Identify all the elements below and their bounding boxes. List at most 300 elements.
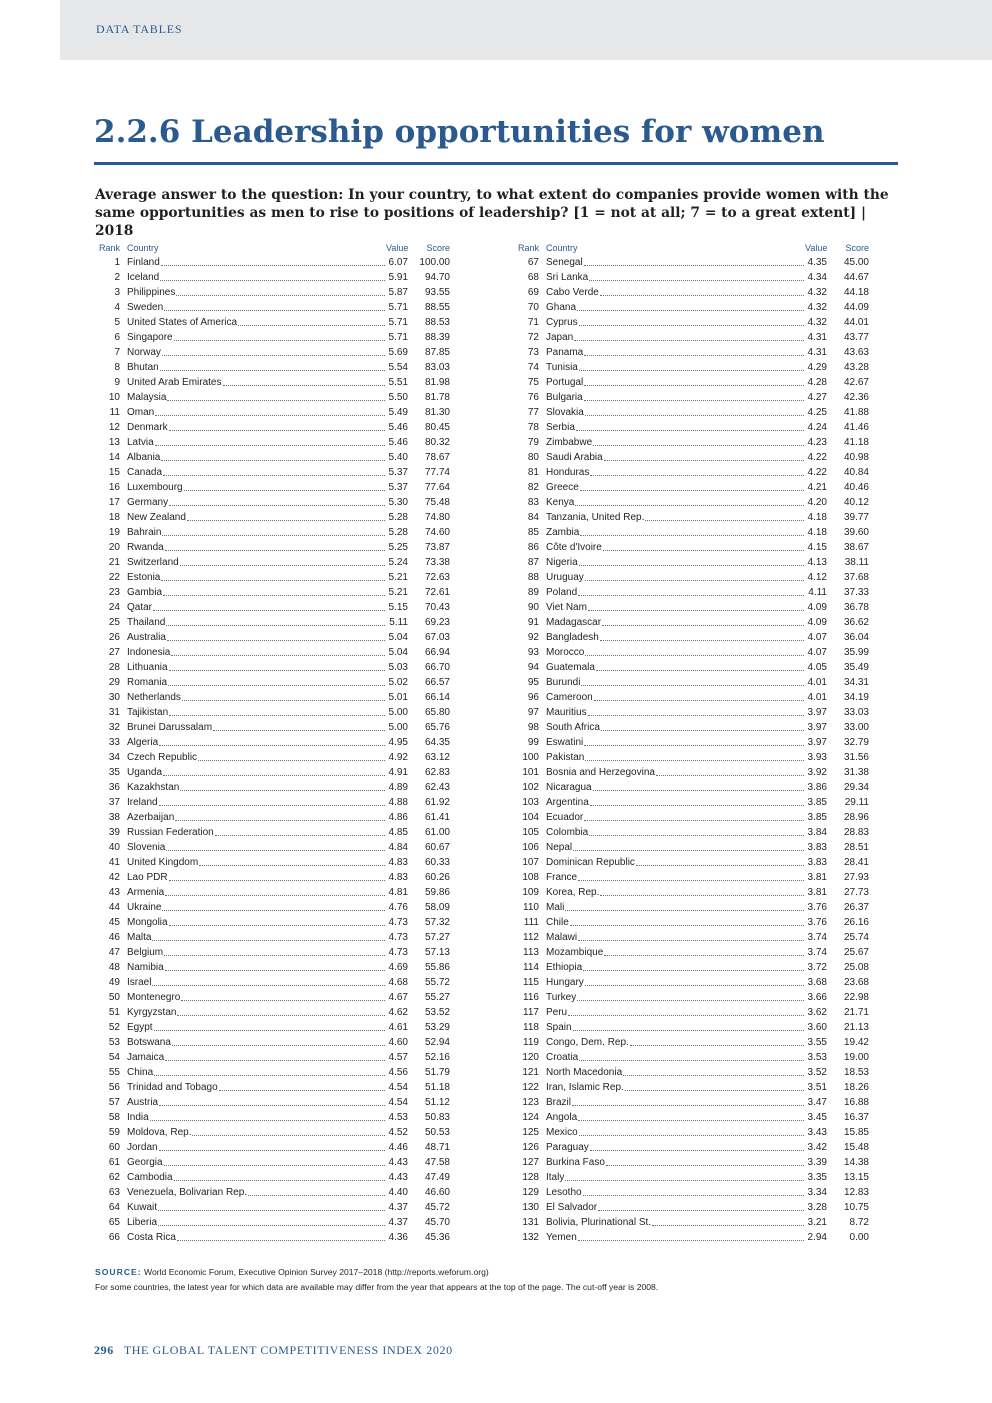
rank-cell: 64 — [108, 1202, 120, 1213]
table-row — [513, 1215, 873, 1230]
dot-leader — [600, 640, 804, 641]
table-row — [513, 1005, 873, 1020]
table-row — [94, 1230, 454, 1245]
score-cell: 29.11 — [844, 797, 869, 808]
score-cell: 77.74 — [424, 467, 450, 478]
table-row — [513, 990, 873, 1005]
section-label: DATA TABLES — [96, 22, 183, 36]
dot-leader — [645, 520, 804, 521]
country-cell: Congo, Dem. Rep. — [546, 1037, 629, 1048]
country-cell: Colombia — [546, 827, 589, 838]
dot-leader — [588, 715, 804, 716]
score-cell: 43.77 — [843, 332, 869, 343]
score-cell: 50.53 — [424, 1127, 450, 1138]
dot-leader — [573, 1030, 804, 1031]
country-cell: Netherlands — [127, 692, 181, 703]
rank-cell: 127 — [522, 1157, 539, 1168]
value-cell: 4.29 — [807, 362, 827, 373]
country-cell: Pakistan — [546, 752, 585, 763]
score-cell: 60.26 — [424, 872, 450, 883]
dot-leader — [578, 880, 804, 881]
dot-leader — [589, 835, 804, 836]
table-row — [513, 1035, 873, 1050]
dot-leader — [581, 685, 804, 686]
dot-leader — [636, 865, 804, 866]
table-row — [94, 735, 454, 750]
value-cell: 5.11 — [389, 617, 408, 628]
table-row — [94, 1140, 454, 1155]
country-cell: Algeria — [127, 737, 159, 748]
score-cell: 47.49 — [424, 1172, 450, 1183]
value-cell: 3.42 — [807, 1142, 827, 1153]
value-cell: 3.76 — [807, 902, 827, 913]
rank-cell: 103 — [522, 797, 539, 808]
dot-leader — [248, 1195, 385, 1196]
value-cell: 5.21 — [388, 587, 408, 598]
dot-leader — [580, 490, 804, 491]
table-row — [513, 645, 873, 660]
country-cell: Croatia — [546, 1052, 579, 1063]
table-row — [94, 465, 454, 480]
country-cell: Morocco — [546, 647, 585, 658]
rank-cell: 86 — [527, 542, 539, 553]
dot-leader — [600, 295, 804, 296]
value-cell: 3.68 — [807, 977, 827, 988]
value-cell: 3.62 — [807, 1007, 827, 1018]
rank-cell: 63 — [108, 1187, 120, 1198]
value-cell: 5.40 — [388, 452, 408, 463]
score-cell: 65.76 — [424, 722, 450, 733]
rank-cell: 30 — [108, 692, 120, 703]
country-cell: Costa Rica — [127, 1232, 176, 1243]
score-cell: 100.00 — [419, 257, 450, 268]
table-row — [94, 540, 454, 555]
table-row — [94, 570, 454, 585]
dot-leader — [215, 835, 385, 836]
table-row — [94, 780, 454, 795]
score-cell: 62.83 — [424, 767, 450, 778]
score-cell: 73.87 — [424, 542, 450, 553]
score-cell: 52.16 — [424, 1052, 450, 1063]
value-cell: 4.01 — [807, 677, 827, 688]
dot-leader — [177, 1240, 385, 1241]
dot-leader — [583, 1195, 804, 1196]
dot-leader — [159, 805, 385, 806]
score-cell: 31.56 — [843, 752, 869, 763]
score-cell: 39.77 — [843, 512, 869, 523]
country-cell: Kenya — [546, 497, 575, 508]
table-row — [94, 495, 454, 510]
score-cell: 10.75 — [843, 1202, 869, 1213]
rank-cell: 69 — [527, 287, 539, 298]
dot-leader — [159, 745, 385, 746]
dot-leader — [169, 925, 385, 926]
score-cell: 70.43 — [424, 602, 450, 613]
country-cell: Nicaragua — [546, 782, 592, 793]
rank-cell: 40 — [108, 842, 120, 853]
country-cell: Botswana — [127, 1037, 171, 1048]
country-cell: Jamaica — [127, 1052, 165, 1063]
country-cell: Peru — [546, 1007, 568, 1018]
dot-leader — [169, 670, 385, 671]
table-row — [94, 1065, 454, 1080]
score-cell: 29.34 — [843, 782, 869, 793]
score-cell: 93.55 — [424, 287, 450, 298]
score-cell: 45.36 — [424, 1232, 450, 1243]
value-cell: 4.21 — [807, 482, 827, 493]
table-row — [94, 255, 454, 270]
dot-leader — [584, 400, 804, 401]
country-cell: Saudi Arabia — [546, 452, 603, 463]
rank-header: Rank — [98, 243, 120, 253]
dot-leader — [165, 1060, 385, 1061]
country-cell: Madagascar — [546, 617, 602, 628]
score-cell: 44.18 — [843, 287, 869, 298]
value-cell: 5.37 — [388, 467, 408, 478]
dot-leader — [161, 460, 385, 461]
score-cell: 47.58 — [424, 1157, 450, 1168]
table-row — [94, 750, 454, 765]
score-cell: 40.84 — [843, 467, 869, 478]
country-cell: North Macedonia — [546, 1067, 623, 1078]
table-row — [513, 825, 873, 840]
rank-cell: 54 — [108, 1052, 120, 1063]
dot-leader — [585, 985, 804, 986]
value-cell: 3.35 — [807, 1172, 827, 1183]
dot-leader — [583, 970, 804, 971]
rank-cell: 91 — [527, 617, 539, 628]
value-cell: 4.86 — [388, 812, 408, 823]
table-row — [513, 660, 873, 675]
score-cell: 81.30 — [424, 407, 450, 418]
rank-cell: 82 — [527, 482, 539, 493]
country-cell: Kyrgyzstan — [127, 1007, 177, 1018]
rank-header: Rank — [517, 243, 539, 253]
country-cell: Ireland — [127, 797, 158, 808]
rank-cell: 4 — [114, 302, 120, 313]
score-cell: 34.31 — [843, 677, 869, 688]
rank-cell: 75 — [527, 377, 539, 388]
score-cell: 65.80 — [424, 707, 450, 718]
rank-cell: 70 — [527, 302, 539, 313]
score-cell: 78.67 — [424, 452, 450, 463]
country-cell: New Zealand — [127, 512, 186, 523]
rank-cell: 132 — [522, 1232, 539, 1243]
value-cell: 3.60 — [807, 1022, 827, 1033]
rank-cell: 90 — [527, 602, 539, 613]
country-cell: Trinidad and Tobago — [127, 1082, 218, 1093]
rank-cell: 2 — [114, 272, 120, 283]
rank-cell: 25 — [108, 617, 120, 628]
value-cell: 3.83 — [807, 857, 827, 868]
dot-leader — [152, 940, 385, 941]
value-cell: 4.09 — [807, 602, 827, 613]
rank-cell: 49 — [108, 977, 120, 988]
value-cell: 4.32 — [807, 317, 827, 328]
dot-leader — [590, 1150, 804, 1151]
table-row — [513, 855, 873, 870]
table-row — [513, 315, 873, 330]
table-row — [513, 495, 873, 510]
country-header: Country — [546, 243, 578, 253]
score-cell: 44.67 — [843, 272, 869, 283]
value-header: Value — [805, 243, 828, 253]
rank-cell: 62 — [108, 1172, 120, 1183]
value-cell: 4.43 — [388, 1157, 408, 1168]
country-cell: Cambodia — [127, 1172, 173, 1183]
value-cell: 4.11 — [808, 587, 827, 598]
rank-cell: 77 — [527, 407, 539, 418]
rank-cell: 17 — [108, 497, 120, 508]
rank-cell: 52 — [108, 1022, 120, 1033]
dot-leader — [606, 1165, 804, 1166]
table-row — [513, 870, 873, 885]
value-cell: 4.61 — [388, 1022, 408, 1033]
score-cell: 16.88 — [843, 1097, 869, 1108]
table-row — [513, 930, 873, 945]
country-cell: Iceland — [127, 272, 160, 283]
score-cell: 36.04 — [843, 632, 869, 643]
rank-cell: 121 — [522, 1067, 539, 1078]
score-cell: 25.08 — [843, 962, 869, 973]
score-cell: 35.49 — [843, 662, 869, 673]
score-cell: 60.33 — [424, 857, 450, 868]
table-row — [513, 345, 873, 360]
table-row — [513, 420, 873, 435]
dot-leader — [175, 820, 385, 821]
table-row — [94, 870, 454, 885]
value-cell: 5.28 — [388, 512, 408, 523]
country-cell: Malawi — [546, 932, 578, 943]
dot-leader — [579, 1060, 804, 1061]
rank-cell: 97 — [527, 707, 539, 718]
value-cell: 4.31 — [807, 347, 827, 358]
value-cell: 4.62 — [388, 1007, 408, 1018]
rank-cell: 66 — [108, 1232, 120, 1243]
dot-leader — [598, 1210, 804, 1211]
country-cell: Italy — [546, 1172, 565, 1183]
table-row — [513, 450, 873, 465]
table-row — [513, 720, 873, 735]
score-cell: 40.12 — [843, 497, 869, 508]
country-cell: Portugal — [546, 377, 584, 388]
score-cell: 88.55 — [424, 302, 450, 313]
country-cell: Spain — [546, 1022, 572, 1033]
rank-cell: 27 — [108, 647, 120, 658]
rank-cell: 60 — [108, 1142, 120, 1153]
table-row — [513, 510, 873, 525]
dot-leader — [164, 1165, 385, 1166]
country-cell: United Arab Emirates — [127, 377, 222, 388]
dot-leader — [584, 745, 804, 746]
dot-leader — [167, 640, 385, 641]
dot-leader — [585, 760, 804, 761]
value-cell: 3.84 — [807, 827, 827, 838]
rank-cell: 29 — [108, 677, 120, 688]
table-row — [94, 315, 454, 330]
rank-cell: 109 — [522, 887, 539, 898]
country-cell: Venezuela, Bolivarian Rep. — [127, 1187, 248, 1198]
rank-cell: 50 — [108, 992, 120, 1003]
rank-cell: 126 — [522, 1142, 539, 1153]
country-cell: Norway — [127, 347, 161, 358]
rank-cell: 111 — [523, 917, 539, 928]
country-cell: Nigeria — [546, 557, 578, 568]
rank-cell: 125 — [522, 1127, 539, 1138]
dot-leader — [177, 1015, 385, 1016]
table-row — [513, 1185, 873, 1200]
table-row — [513, 375, 873, 390]
score-cell: 31.38 — [843, 767, 869, 778]
rank-cell: 95 — [527, 677, 539, 688]
table-row — [94, 1110, 454, 1125]
value-cell: 3.76 — [807, 917, 827, 928]
table-row — [94, 720, 454, 735]
rank-cell: 118 — [523, 1022, 539, 1033]
dot-leader — [169, 505, 385, 506]
score-header: Score — [426, 243, 450, 253]
country-cell: Albania — [127, 452, 161, 463]
table-row — [513, 975, 873, 990]
value-cell: 4.12 — [807, 572, 827, 583]
value-cell: 5.46 — [388, 437, 408, 448]
rank-cell: 79 — [527, 437, 539, 448]
table-row — [94, 1155, 454, 1170]
rank-cell: 22 — [108, 572, 120, 583]
rank-cell: 98 — [527, 722, 539, 733]
value-cell: 4.37 — [388, 1202, 408, 1213]
value-cell: 4.18 — [807, 512, 827, 523]
rank-cell: 10 — [108, 392, 120, 403]
score-cell: 45.00 — [843, 257, 869, 268]
dot-leader — [585, 415, 804, 416]
table-row — [94, 855, 454, 870]
rank-cell: 32 — [108, 722, 120, 733]
rank-cell: 72 — [527, 332, 539, 343]
value-cell: 3.97 — [807, 722, 827, 733]
table-row — [513, 1170, 873, 1185]
score-cell: 40.98 — [843, 452, 869, 463]
country-cell: Lesotho — [546, 1187, 582, 1198]
score-cell: 19.00 — [843, 1052, 869, 1063]
value-cell: 4.81 — [388, 887, 408, 898]
country-cell: Uganda — [127, 767, 163, 778]
rank-cell: 92 — [527, 632, 539, 643]
rank-cell: 58 — [108, 1112, 120, 1123]
source-line — [95, 1265, 955, 1280]
value-cell: 5.49 — [388, 407, 408, 418]
rank-cell: 38 — [108, 812, 120, 823]
rank-cell: 68 — [527, 272, 539, 283]
table-row — [94, 435, 454, 450]
country-cell: Ethiopia — [546, 962, 583, 973]
country-cell: Viet Nam — [546, 602, 587, 613]
rank-cell: 115 — [523, 977, 539, 988]
rank-cell: 20 — [108, 542, 120, 553]
dot-leader — [174, 340, 385, 341]
value-cell: 2.94 — [807, 1232, 827, 1243]
table-row — [513, 1065, 873, 1080]
country-cell: Bangladesh — [546, 632, 599, 643]
value-header: Value — [386, 243, 409, 253]
rank-cell: 43 — [108, 887, 120, 898]
score-cell: 38.67 — [843, 542, 869, 553]
table-row — [513, 900, 873, 915]
footnote: For some countries, the latest year for which data are available may differ from the year that appears at the top of the page. The cut-off year is 2008. — [95, 1282, 659, 1292]
table-row — [513, 885, 873, 900]
value-cell: 3.85 — [807, 797, 827, 808]
table-row — [94, 285, 454, 300]
value-cell: 3.92 — [807, 767, 827, 778]
value-cell: 4.23 — [807, 437, 827, 448]
dot-leader — [590, 805, 804, 806]
dot-leader — [585, 655, 804, 656]
rank-cell: 65 — [108, 1217, 120, 1228]
rank-cell: 23 — [108, 587, 120, 598]
country-cell: Armenia — [127, 887, 165, 898]
country-cell: Zimbabwe — [546, 437, 593, 448]
rank-cell: 57 — [108, 1097, 120, 1108]
rank-cell: 99 — [527, 737, 539, 748]
rank-cell: 113 — [523, 947, 539, 958]
page-title: 2.2.6 Leadership opportunities for women — [94, 114, 825, 150]
rank-cell: 94 — [527, 662, 539, 673]
table-row — [94, 1185, 454, 1200]
dot-leader — [153, 610, 385, 611]
dot-leader — [585, 580, 804, 581]
dot-leader — [166, 625, 385, 626]
dot-leader — [181, 1000, 385, 1001]
score-cell: 74.60 — [424, 527, 450, 538]
country-cell: Estonia — [127, 572, 161, 583]
score-cell: 74.80 — [424, 512, 450, 523]
dot-leader — [577, 1000, 804, 1001]
country-cell: Slovakia — [546, 407, 584, 418]
dot-leader — [182, 700, 385, 701]
table-row — [513, 1020, 873, 1035]
score-cell: 18.26 — [843, 1082, 869, 1093]
score-cell: 15.48 — [843, 1142, 869, 1153]
value-cell: 5.00 — [388, 722, 408, 733]
country-cell: Bahrain — [127, 527, 162, 538]
dot-leader — [169, 880, 385, 881]
country-cell: Ukraine — [127, 902, 162, 913]
score-cell: 42.36 — [843, 392, 869, 403]
score-cell: 21.13 — [843, 1022, 869, 1033]
score-cell: 60.67 — [424, 842, 450, 853]
value-cell: 4.95 — [388, 737, 408, 748]
value-cell: 4.37 — [388, 1217, 408, 1228]
value-cell: 3.74 — [807, 947, 827, 958]
dot-leader — [575, 505, 804, 506]
value-cell: 5.71 — [388, 317, 408, 328]
score-cell: 13.15 — [843, 1172, 869, 1183]
rank-cell: 28 — [108, 662, 120, 673]
score-cell: 42.67 — [843, 377, 869, 388]
score-cell: 26.16 — [843, 917, 869, 928]
score-cell: 28.51 — [843, 842, 869, 853]
dot-leader — [180, 565, 385, 566]
value-cell: 3.93 — [807, 752, 827, 763]
rank-cell: 119 — [523, 1037, 539, 1048]
dot-leader — [198, 760, 385, 761]
country-cell: Singapore — [127, 332, 173, 343]
table-row — [94, 1125, 454, 1140]
value-cell: 4.32 — [807, 302, 827, 313]
dot-leader — [160, 280, 385, 281]
value-cell: 4.53 — [388, 1112, 408, 1123]
score-cell: 72.63 — [424, 572, 450, 583]
